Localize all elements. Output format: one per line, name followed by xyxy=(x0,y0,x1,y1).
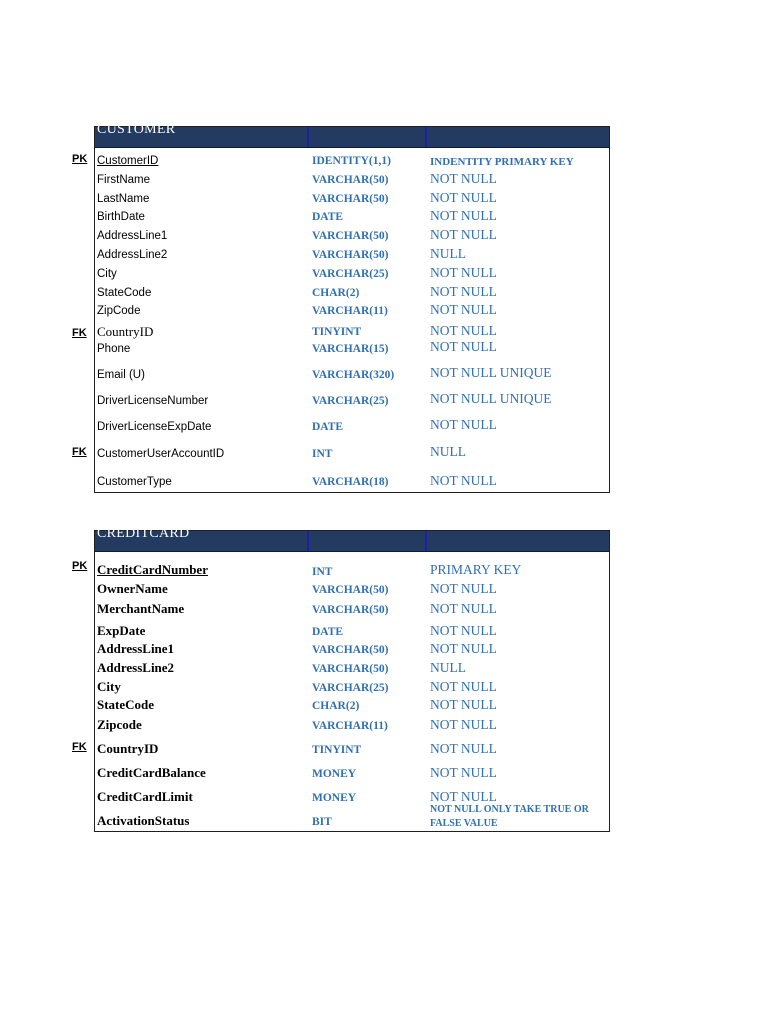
column-constraint: NOT NULL xyxy=(430,417,497,432)
column-type: MONEY xyxy=(312,768,357,780)
column-name: CountryID xyxy=(97,324,154,339)
column-constraint: NOT NULL xyxy=(430,741,497,756)
column-type: VARCHAR(50) xyxy=(312,193,389,205)
column-constraint: NULL xyxy=(430,660,466,675)
column-name: CreditCardBalance xyxy=(97,765,206,780)
column-name: LastName xyxy=(97,193,150,205)
column-name: ActivationStatus xyxy=(97,813,190,828)
column-constraint: NOT NULL xyxy=(430,302,497,317)
column-constraint: NOT NULL xyxy=(430,473,497,488)
column-type: VARCHAR(50) xyxy=(312,230,389,242)
column-constraint: NOT NULL xyxy=(430,641,497,656)
column-name: CustomerUserAccountID xyxy=(97,448,225,460)
column-type: VARCHAR(15) xyxy=(312,343,389,355)
column-type: VARCHAR(11) xyxy=(312,305,388,317)
column-name: CustomerType xyxy=(97,476,172,488)
column-name: CreditCardNumber xyxy=(97,562,208,577)
column-constraint: NOT NULL xyxy=(430,208,497,223)
creditcard-table-header xyxy=(95,526,609,552)
customer-table-header xyxy=(95,122,609,148)
column-type: VARCHAR(320) xyxy=(312,369,395,381)
column-constraint: NOT NULL xyxy=(430,581,497,596)
column-name: ExpDate xyxy=(97,623,146,638)
column-constraint: NOT NULL xyxy=(430,601,497,616)
column-constraint: PRIMARY KEY xyxy=(430,562,522,577)
column-name: CreditCardLimit xyxy=(97,789,193,804)
column-type: VARCHAR(50) xyxy=(312,174,389,186)
creditcard-table xyxy=(94,526,610,832)
primary-key-marker: PK xyxy=(72,153,88,165)
column-type: IDENTITY(1,1) xyxy=(312,155,391,167)
column-name: City xyxy=(97,679,121,694)
column-name: Zipcode xyxy=(97,717,142,732)
column-constraint: NOT NULL xyxy=(430,323,497,338)
column-type: BIT xyxy=(312,816,332,828)
foreign-key-marker: FK xyxy=(72,741,87,753)
column-type: CHAR(2) xyxy=(312,287,360,299)
primary-key-marker: PK xyxy=(72,560,88,572)
column-constraint: NOT NULL xyxy=(430,339,497,354)
column-type: VARCHAR(50) xyxy=(312,644,389,656)
column-name: FirstName xyxy=(97,174,151,186)
column-constraint: INDENTITY PRIMARY KEY xyxy=(430,156,574,168)
column-constraint: NOT NULL xyxy=(430,265,497,280)
column-type: DATE xyxy=(312,211,344,223)
column-constraint: NOT NULL xyxy=(430,227,497,242)
column-type: VARCHAR(50) xyxy=(312,249,389,261)
column-constraint: NOT NULL UNIQUE xyxy=(430,391,552,406)
column-type: VARCHAR(50) xyxy=(312,584,389,596)
column-constraint: NOT NULL xyxy=(430,623,497,638)
header-cell-name xyxy=(95,526,309,551)
creditcard-table-title: CREDITCARD xyxy=(97,526,190,541)
column-name: AddressLine1 xyxy=(97,641,175,656)
column-name: BirthDate xyxy=(97,211,145,223)
column-constraint: NOT NULL ONLY TAKE TRUE OR FALSE VALUE xyxy=(430,804,589,829)
column-type: VARCHAR(11) xyxy=(312,720,388,732)
column-constraint: NOT NULL xyxy=(430,284,497,299)
customer-table xyxy=(94,122,610,493)
column-name: DriverLicenseExpDate xyxy=(97,421,212,433)
header-cell-constraint xyxy=(427,531,609,551)
column-constraint: NOT NULL xyxy=(430,171,497,186)
column-constraint: NOT NULL UNIQUE xyxy=(430,365,552,380)
column-constraint: NOT NULL xyxy=(430,190,497,205)
column-name: Phone xyxy=(97,343,131,355)
column-type: VARCHAR(50) xyxy=(312,604,389,616)
column-name: CustomerID xyxy=(97,155,159,167)
header-cell-type xyxy=(309,531,427,551)
column-name: AddressLine2 xyxy=(97,249,168,261)
column-type: VARCHAR(50) xyxy=(312,663,389,675)
column-type: DATE xyxy=(312,421,344,433)
header-cell-type xyxy=(309,127,427,147)
header-cell-name xyxy=(95,122,309,147)
column-constraint: NOT NULL xyxy=(430,765,497,780)
header-cell-constraint xyxy=(427,127,609,147)
column-name: OwnerName xyxy=(97,581,168,596)
column-type: INT xyxy=(312,566,333,578)
column-name: AddressLine2 xyxy=(97,660,175,675)
column-type: VARCHAR(25) xyxy=(312,268,389,280)
column-name: StateCode xyxy=(97,287,152,299)
column-name: DriverLicenseNumber xyxy=(97,395,209,407)
column-name: MerchantName xyxy=(97,601,185,616)
column-type: TINYINT xyxy=(312,326,362,338)
customer-table-title: CUSTOMER xyxy=(97,122,176,137)
column-constraint: NULL xyxy=(430,444,466,459)
column-type: MONEY xyxy=(312,792,357,804)
column-name: CountryID xyxy=(97,741,159,756)
column-type: INT xyxy=(312,448,333,460)
foreign-key-marker: FK xyxy=(72,327,87,339)
column-constraint: NOT NULL xyxy=(430,679,497,694)
column-constraint: NOT NULL xyxy=(430,789,497,804)
column-type: VARCHAR(18) xyxy=(312,476,389,488)
column-type: TINYINT xyxy=(312,744,362,756)
column-name: Email (U) xyxy=(97,369,145,381)
column-constraint: NULL xyxy=(430,246,466,261)
foreign-key-marker: FK xyxy=(72,446,87,458)
column-type: VARCHAR(25) xyxy=(312,682,389,694)
column-type: VARCHAR(25) xyxy=(312,395,389,407)
column-name: City xyxy=(97,268,117,280)
column-name: ZipCode xyxy=(97,305,141,317)
column-constraint: NOT NULL xyxy=(430,717,497,732)
column-type: DATE xyxy=(312,626,344,638)
column-type: CHAR(2) xyxy=(312,700,360,712)
column-name: AddressLine1 xyxy=(97,230,168,242)
column-constraint: NOT NULL xyxy=(430,697,497,712)
column-name: StateCode xyxy=(97,697,155,712)
